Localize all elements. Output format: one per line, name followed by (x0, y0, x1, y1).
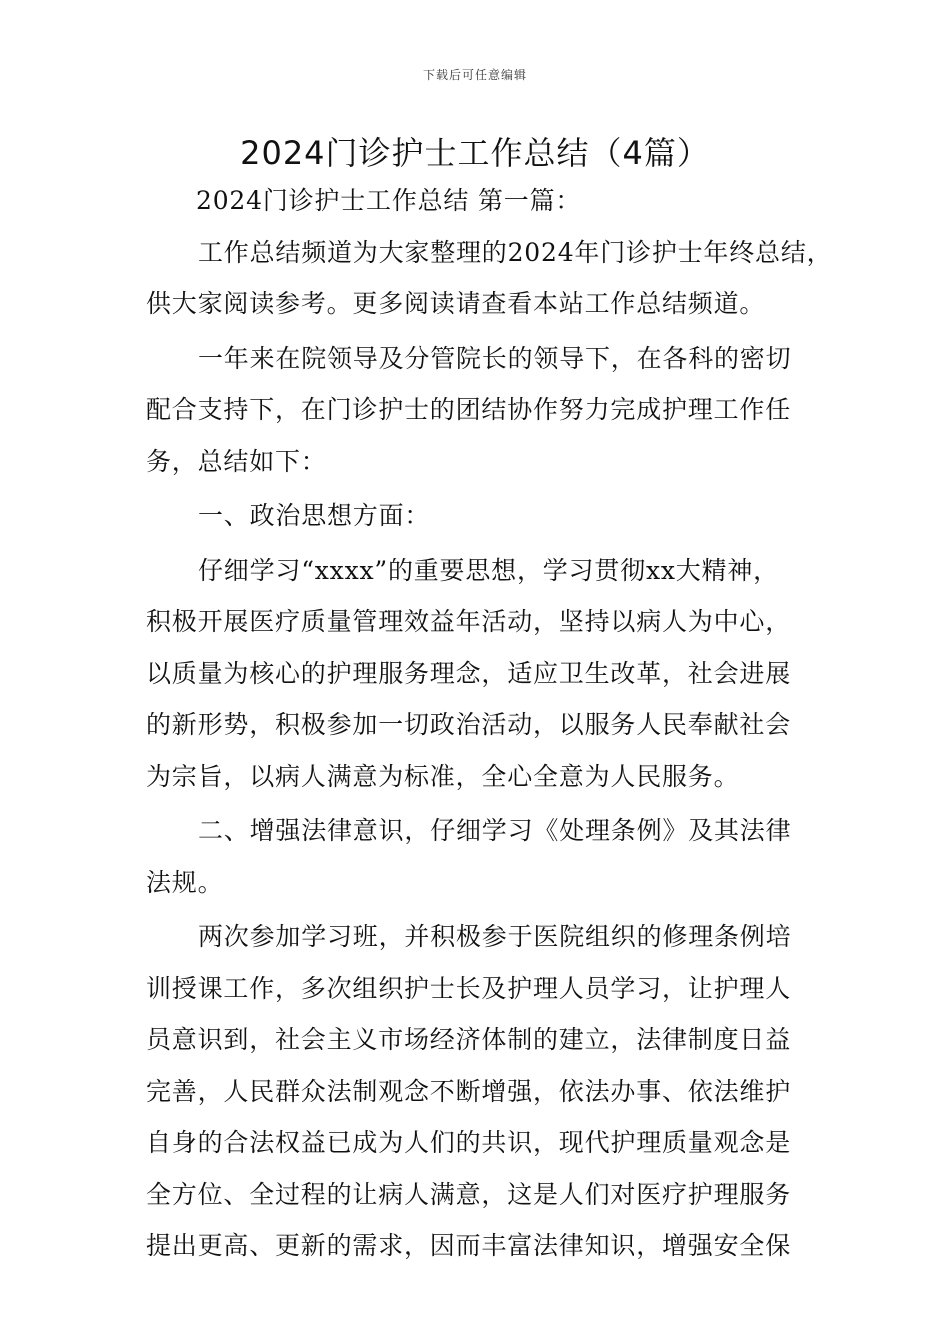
document-title: 2024门诊护士工作总结（4篇） (240, 134, 710, 172)
paragraph-line: 提出更高、更新的需求，因而丰富法律知识，增强安全保 (146, 1231, 792, 1260)
paragraph-line: 训授课工作，多次组织护士长及护理人员学习，让护理人 (146, 973, 792, 1003)
section-heading: 二、增强法律意识，仔细学习《处理条例》及其法律 (198, 816, 792, 845)
paragraph-line: 配合支持下，在门诊护士的团结协作努力完成护理工作任 (146, 395, 792, 424)
paragraph-line: 仔细学习“xxxx”的重要思想，学习贯彻xx大精神， (198, 555, 779, 585)
paragraph-line: 完善，人民群众法制观念不断增强，依法办事、依法维护 (146, 1076, 792, 1106)
document-body (146, 175, 833, 1272)
paragraph-line: 为宗旨，以病人满意为标准，全心全意为人民服务。 (146, 761, 740, 791)
header-note: 下载后可任意编辑 (422, 68, 527, 82)
section-heading: 一、政治思想方面： (198, 501, 431, 530)
paragraph-line: 两次参加学习班，并积极参于医院组织的修理条例培 (198, 922, 792, 951)
paragraph-line: 务，总结如下： (146, 446, 327, 476)
paragraph-line: 工作总结频道为大家整理的2024年门诊护士年终总结， (198, 237, 833, 267)
paragraph-line: 积极开展医疗质量管理效益年活动，坚持以病人为中心， (146, 607, 792, 636)
section-subtitle: 2024门诊护士工作总结 第一篇： (196, 186, 582, 215)
paragraph-line: 供大家阅读参考。更多阅读请查看本站工作总结频道。 (146, 289, 766, 318)
paragraph-line: 员意识到，社会主义市场经济体制的建立，法律制度日益 (146, 1025, 792, 1054)
paragraph-line: 的新形势，积极参加一切政治活动，以服务人民奉献社会 (146, 710, 792, 739)
paragraph-line: 一年来在院领导及分管院长的领导下，在各科的密切 (198, 343, 792, 373)
paragraph-line: 以质量为核心的护理服务理念，适应卫生改革，社会进展 (146, 658, 792, 688)
paragraph-line: 全方位、全过程的让病人满意，这是人们对医疗护理服务 (146, 1179, 792, 1209)
section-heading-continued: 法规。 (146, 867, 224, 897)
paragraph-line: 自身的合法权益已成为人们的共识，现代护理质量观念是 (146, 1128, 792, 1157)
